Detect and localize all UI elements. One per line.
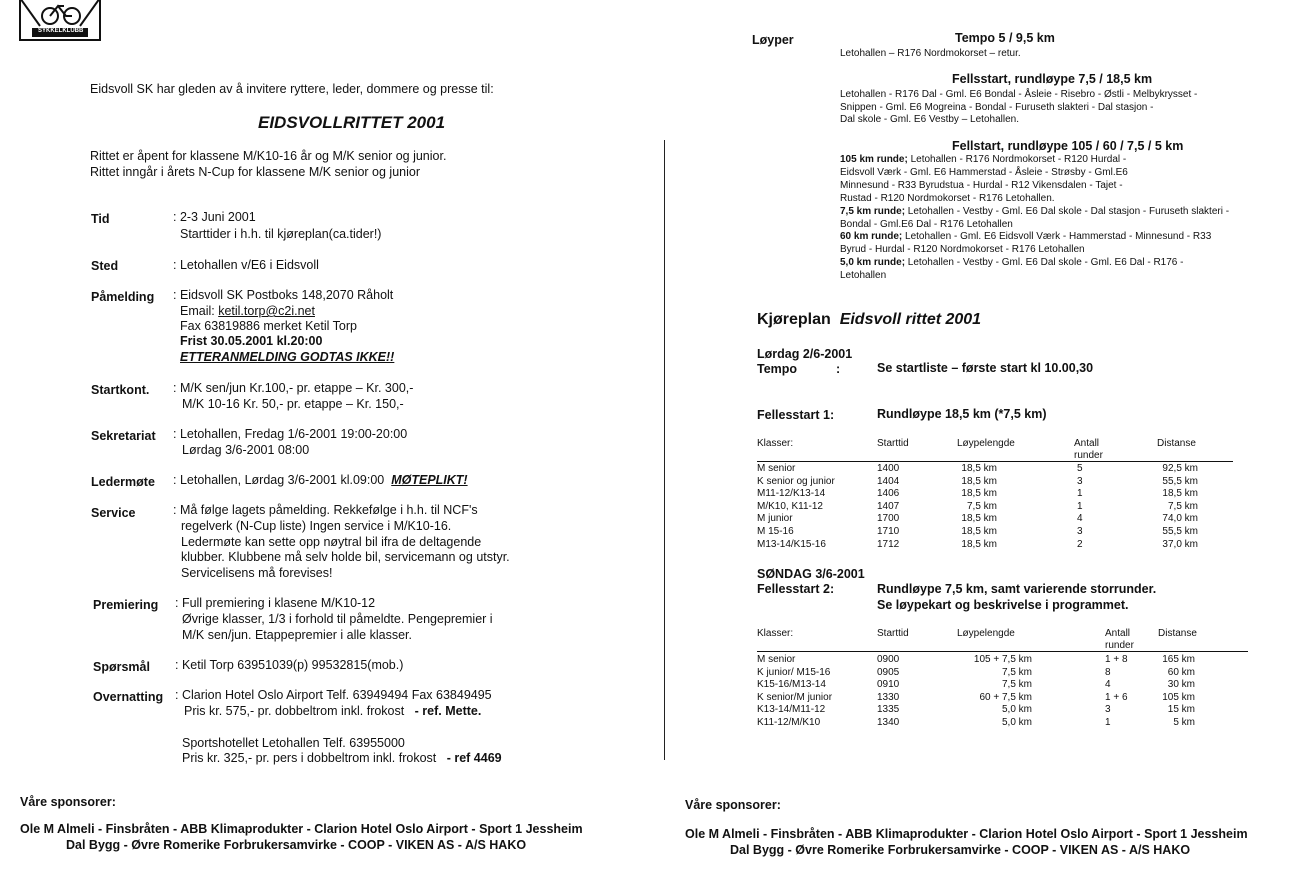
club-logo [18, 0, 102, 42]
late-registration-notice: ETTERANMELDING GODTAS IKKE!! [180, 350, 395, 364]
kjoreplan-label: Kjøreplan [757, 311, 831, 328]
table-cell: 3 [1105, 704, 1111, 716]
table-cell: 55,5 km [1162, 475, 1198, 487]
table-cell: 4 [1105, 679, 1111, 691]
table-header: Klasser: [757, 628, 794, 639]
service-line: Ledermøte kan sette opp nøytral bil ifra de deltagende [181, 534, 482, 549]
route-line [840, 244, 1229, 257]
hotel-price-2: Pris kr. 325,- pr. pers i dobbeltrom inkl. frokost [182, 751, 437, 765]
route-line [840, 270, 1229, 283]
table-header: Distanse [1157, 438, 1196, 449]
ledermote-line [173, 473, 468, 487]
overnatting-line-1: : Clarion Hotel Oslo Airport Telf. 63949494 Fax 63849495 [175, 688, 492, 702]
route-text: Rustad - R120 Nordmokorset - R176 Letohallen. [840, 192, 1055, 204]
table-cell: 8 [1105, 666, 1111, 678]
route-line [840, 257, 1229, 270]
table-header: Antall runder [1105, 628, 1134, 651]
table-cell: 92,5 km [1162, 463, 1198, 474]
table-cell: 7,5 km [966, 500, 997, 512]
table-cell: 60 km [1167, 666, 1195, 678]
table-cell: K senior/M junior [757, 691, 833, 703]
table-cell: 7,5 km [1001, 666, 1032, 678]
route-name: 7,5 km runde; [840, 205, 906, 217]
table-cell: M 15-16 [757, 526, 794, 537]
table-cell: K15-16/M13-14 [757, 679, 826, 691]
kjoreplan-heading [757, 311, 981, 329]
service-line: Servicelisens må forevises! [181, 566, 333, 581]
table-cell: 0905 [877, 666, 900, 678]
kjoreplan-title: Eidsvoll rittet 2001 [839, 311, 982, 328]
route-text: Letohallen - Vestby - Gml. E6 Dal skole - Gml. E6 Dal - R176 - [905, 257, 1184, 269]
table-header: Starttid [877, 438, 909, 449]
lordag-date: Lørdag 2/6-2001 [757, 347, 853, 361]
table-cell: 1700 [877, 513, 900, 525]
page-title: EIDSVOLLRITTET 2001 [258, 113, 446, 132]
hotel-price-1: Pris kr. 575,- pr. dobbeltrom inkl. frokost [184, 704, 405, 718]
table-cell: M senior [757, 463, 796, 474]
table-cell: K13-14/M11-12 [757, 704, 826, 716]
fellesstart-2-heading: Fellstart, rundløype 105 / 60 / 7,5 / 5 km [952, 139, 1184, 153]
sted-label: Sted [91, 259, 119, 273]
route-name: 60 km runde; [840, 231, 903, 243]
route-name: 105 km runde; [840, 154, 908, 165]
table-cell: 1712 [877, 538, 900, 550]
table-rule [757, 461, 1233, 462]
pamelding-label: Påmelding [91, 290, 155, 304]
pamelding-deadline: Frist 30.05.2001 kl.20:00 [180, 334, 323, 348]
sponsors-label-right: Våre sponsorer: [685, 798, 781, 812]
table-cell: M13-14/K15-16 [757, 538, 826, 550]
sekretariat-line-2: Lørdag 3/6-2001 08:00 [182, 443, 310, 457]
table-cell: 1 + 8 [1105, 654, 1128, 665]
sted-line-1: : Letohallen v/E6 i Eidsvoll [173, 258, 319, 272]
table-cell: 18,5 km [961, 526, 997, 537]
open-text-2: Rittet inngår i årets N-Cup for klassene M/K senior og junior [90, 165, 421, 179]
overnatting-line-3: Sportshotellet Letohallen Telf. 63955000 [182, 736, 405, 750]
sondag-date: SØNDAG 3/6-2001 [757, 567, 865, 581]
overnatting-label: Overnatting [93, 690, 164, 704]
service-line: : Må følge lagets påmelding. Rekkefølge i h.h. til NCF's [173, 503, 478, 517]
table-cell: 5 [1077, 463, 1083, 474]
service-line: klubber. Klubbene må selv holde bil, servicemann og utstyr. [181, 550, 510, 565]
route-line [840, 231, 1229, 244]
startkont-line-1: : M/K sen/jun Kr.100,- pr. etappe – Kr. 300,- [173, 381, 414, 395]
route-line: Snippen - Gml. E6 Mogreina - Bondal - Furuseth slakteri - Dal stasjon - [840, 101, 1154, 113]
route-text: Byrud - Hurdal - R120 Nordmokorset - R176 Letohallen [840, 244, 1085, 256]
table-cell: 18,5 km [961, 463, 997, 474]
table-cell: 1 [1077, 500, 1083, 512]
bicycle-logo-icon [18, 0, 102, 42]
tempo-label: Tempo [757, 362, 798, 376]
tid-line-1: : 2-3 Juni 2001 [173, 210, 256, 224]
hotel-ref-2: - ref 4469 [446, 751, 502, 765]
table-cell: 1407 [877, 500, 900, 512]
sekretariat-line-1: : Letohallen, Fredag 1/6-2001 19:00-20:00 [173, 427, 408, 441]
route-text: Eidsvoll Værk - Gml. E6 Hammerstad - Åsleie - Strøsby - Gml.E6 [840, 166, 1128, 178]
fellesstart-2-label: Fellesstart 2: [757, 582, 835, 596]
table-cell: 1 [1077, 488, 1083, 500]
table-cell: 0910 [877, 679, 900, 691]
route-line [840, 193, 1229, 206]
table-cell: 1335 [877, 704, 900, 716]
route-line [840, 167, 1229, 180]
email-prefix: Email: [180, 304, 219, 318]
table-cell: K junior/ M15-16 [757, 666, 831, 678]
table-header: Løypelengde [957, 438, 1015, 449]
table-cell: 18,5 km [961, 488, 997, 500]
route-line [840, 206, 1229, 219]
tid-line-2: Starttider i h.h. til kjøreplan(ca.tider!) [180, 227, 382, 241]
premiering-label: Premiering [93, 598, 159, 612]
fellesstart-1-text: Rundløype 18,5 km (*7,5 km) [877, 407, 1047, 421]
column-divider [664, 140, 665, 760]
table-cell: 1 [1105, 717, 1111, 728]
table-cell: 18,5 km [961, 538, 997, 550]
service-line: regelverk (N-Cup liste) Ingen service i M/K10-16. [181, 518, 452, 533]
overnatting-line-2 [184, 704, 481, 718]
ledermote-text: : Letohallen, Lørdag 3/6-2001 kl.09:00 [173, 473, 385, 487]
loyper-label: Løyper [752, 33, 794, 47]
ledermote-label: Ledermøte [91, 475, 155, 489]
service-text [173, 503, 510, 582]
overnatting-line-4 [182, 751, 502, 765]
fellesstart-1-heading: Fellsstart, rundløype 7,5 / 18,5 km [952, 72, 1153, 86]
table-cell: 105 km [1162, 691, 1195, 703]
premiering-line: Øvrige klasser, 1/3 i forhold til påmeldte. Pengepremier i [182, 611, 493, 626]
table-header: Klasser: [757, 438, 794, 449]
sponsors-line-2-right: Dal Bygg - Øvre Romerike Forbrukersamvirke - COOP - VIKEN AS - A/S HAKO [730, 843, 1191, 857]
tempo-heading: Tempo 5 / 9,5 km [955, 31, 1055, 45]
table-cell: M/K10, K11-12 [757, 500, 823, 512]
tempo-colon: : [836, 362, 841, 376]
sponsors-line-1-right: Ole M Almeli - Finsbråten - ABB Klimaprodukter - Clarion Hotel Oslo Airport - Sport 1 Jessheim [685, 827, 1248, 841]
sponsors-label-left: Våre sponsorer: [20, 795, 116, 809]
tid-label: Tid [91, 212, 110, 226]
table-cell: 55,5 km [1162, 526, 1198, 537]
logo-text: SYKKELKLUBB [38, 28, 84, 34]
table-cell: 7,5 km [1167, 500, 1198, 512]
table-header: Starttid [877, 628, 909, 639]
premiering-line: M/K sen/jun. Etappepremier i alle klasser. [182, 627, 412, 642]
table-cell: 4 [1077, 513, 1083, 525]
sporsmal-line-1: : Ketil Torp 63951039(p) 99532815(mob.) [175, 658, 404, 672]
sponsors-line-1-left: Ole M Almeli - Finsbråten - ABB Klimaprodukter - Clarion Hotel Oslo Airport - Sport 1 Jessheim [20, 822, 583, 836]
table-cell: K senior og junior [757, 475, 835, 487]
table-cell: 1340 [877, 717, 900, 728]
table-cell: 1404 [877, 475, 900, 487]
table-cell: 74,0 km [1162, 513, 1198, 525]
fellesstart-2-text-2: Se løypekart og beskrivelse i programmet. [877, 598, 1129, 612]
table-header: Antall runder [1074, 438, 1103, 461]
table-cell: 5,0 km [1001, 704, 1032, 716]
premiering-line: : Full premiering i klasene M/K10-12 [175, 596, 376, 610]
table-cell: M senior [757, 654, 796, 665]
fellesstart-1-label: Fellesstart 1: [757, 408, 835, 422]
table-header: Løypelengde [957, 628, 1015, 639]
startkont-label: Startkont. [91, 383, 150, 397]
table-cell: 15 km [1167, 704, 1195, 716]
sekretariat-label: Sekretariat [91, 429, 156, 443]
route-text: Letohallen [840, 270, 887, 282]
route-line [840, 154, 1229, 167]
pamelding-line-1: : Eidsvoll SK Postboks 148,2070 Råholt [173, 288, 394, 302]
table-cell: 1406 [877, 488, 900, 500]
route-line [840, 219, 1229, 232]
route-line: Dal skole - Gml. E6 Vestby – Letohallen. [840, 114, 1019, 126]
pamelding-line-3: Fax 63819886 merket Ketil Torp [180, 319, 357, 333]
route-line: Letohallen - R176 Dal - Gml. E6 Bondal - Åsleie - Risebro - Østli - Melbykrysset - [840, 89, 1198, 100]
service-label: Service [91, 506, 136, 520]
table-cell: 30 km [1167, 679, 1195, 691]
open-text-1: Rittet er åpent for klassene M/K10-16 år og M/K senior og junior. [90, 149, 447, 163]
route-text: Letohallen - R176 Nordmokorset - R120 Hurdal - [907, 154, 1127, 165]
table-cell: M junior [757, 513, 793, 525]
table-cell: 3 [1077, 526, 1083, 537]
route-text: Bondal - Gml.E6 Dal - R176 Letohallen [840, 218, 1013, 230]
route-text: Minnesund - R33 Byrudstua - Hurdal - R12 Vikensdalen - Tajet - [840, 179, 1123, 191]
startkont-line-2: M/K 10-16 Kr. 50,- pr. etappe – Kr. 150,- [182, 397, 404, 411]
table-cell: 18,5 km [961, 513, 997, 525]
pamelding-email-line [180, 304, 315, 318]
table-cell: 1710 [877, 526, 900, 537]
table-header: Distanse [1158, 628, 1197, 639]
table-cell: 5,0 km [1001, 717, 1032, 728]
table-cell: 165 km [1162, 654, 1195, 665]
route-name: 5,0 km runde; [840, 257, 906, 269]
table-cell: 1330 [877, 691, 900, 703]
table-cell: 1 + 6 [1105, 691, 1128, 703]
table-cell: 2 [1077, 538, 1083, 550]
table-cell: M11-12/K13-14 [757, 488, 826, 500]
intro-text: Eidsvoll SK har gleden av å invitere ryttere, leder, dommere og presse til: [90, 82, 494, 96]
table-cell: 18,5 km [1162, 488, 1198, 500]
table-cell: 18,5 km [961, 475, 997, 487]
route-line [840, 180, 1229, 193]
route-text: Letohallen - Vestby - Gml. E6 Dal skole - Dal stasjon - Furuseth slakteri - [905, 205, 1230, 217]
table-cell: 3 [1077, 475, 1083, 487]
table-rule [757, 651, 1248, 652]
sponsors-line-2-left: Dal Bygg - Øvre Romerike Forbrukersamvirke - COOP - VIKEN AS - A/S HAKO [66, 838, 527, 852]
route-text: Letohallen - Gml. E6 Eidsvoll Værk - Hammerstad - Minnesund - R33 [902, 231, 1212, 243]
fellesstart-2-description [840, 154, 1229, 283]
table-cell: 60 + 7,5 km [979, 691, 1032, 703]
table-cell: 1400 [877, 463, 900, 474]
fellesstart-1-description [840, 89, 1197, 127]
tempo-schedule: Se startliste – første start kl 10.00,30 [877, 361, 1094, 375]
hotel-ref-1: - ref. Mette. [414, 704, 482, 718]
table-cell: 0900 [877, 654, 900, 665]
table-cell: 5 km [1173, 717, 1195, 728]
table-cell: 37,0 km [1162, 538, 1198, 550]
table-cell: 105 + 7,5 km [973, 654, 1032, 665]
table-cell: 7,5 km [1001, 679, 1032, 691]
premiering-text [175, 596, 493, 643]
email-link[interactable]: ketil.torp@c2i.net [218, 304, 315, 318]
sporsmal-label: Spørsmål [93, 660, 150, 674]
moteplikt-notice: MØTEPLIKT! [391, 473, 468, 487]
table-cell: K11-12/M/K10 [757, 717, 821, 728]
fellesstart-2-text-1: Rundløype 7,5 km, samt varierende storrunder. [877, 582, 1157, 596]
tempo-description: Letohallen – R176 Nordmokorset – retur. [840, 48, 1021, 59]
